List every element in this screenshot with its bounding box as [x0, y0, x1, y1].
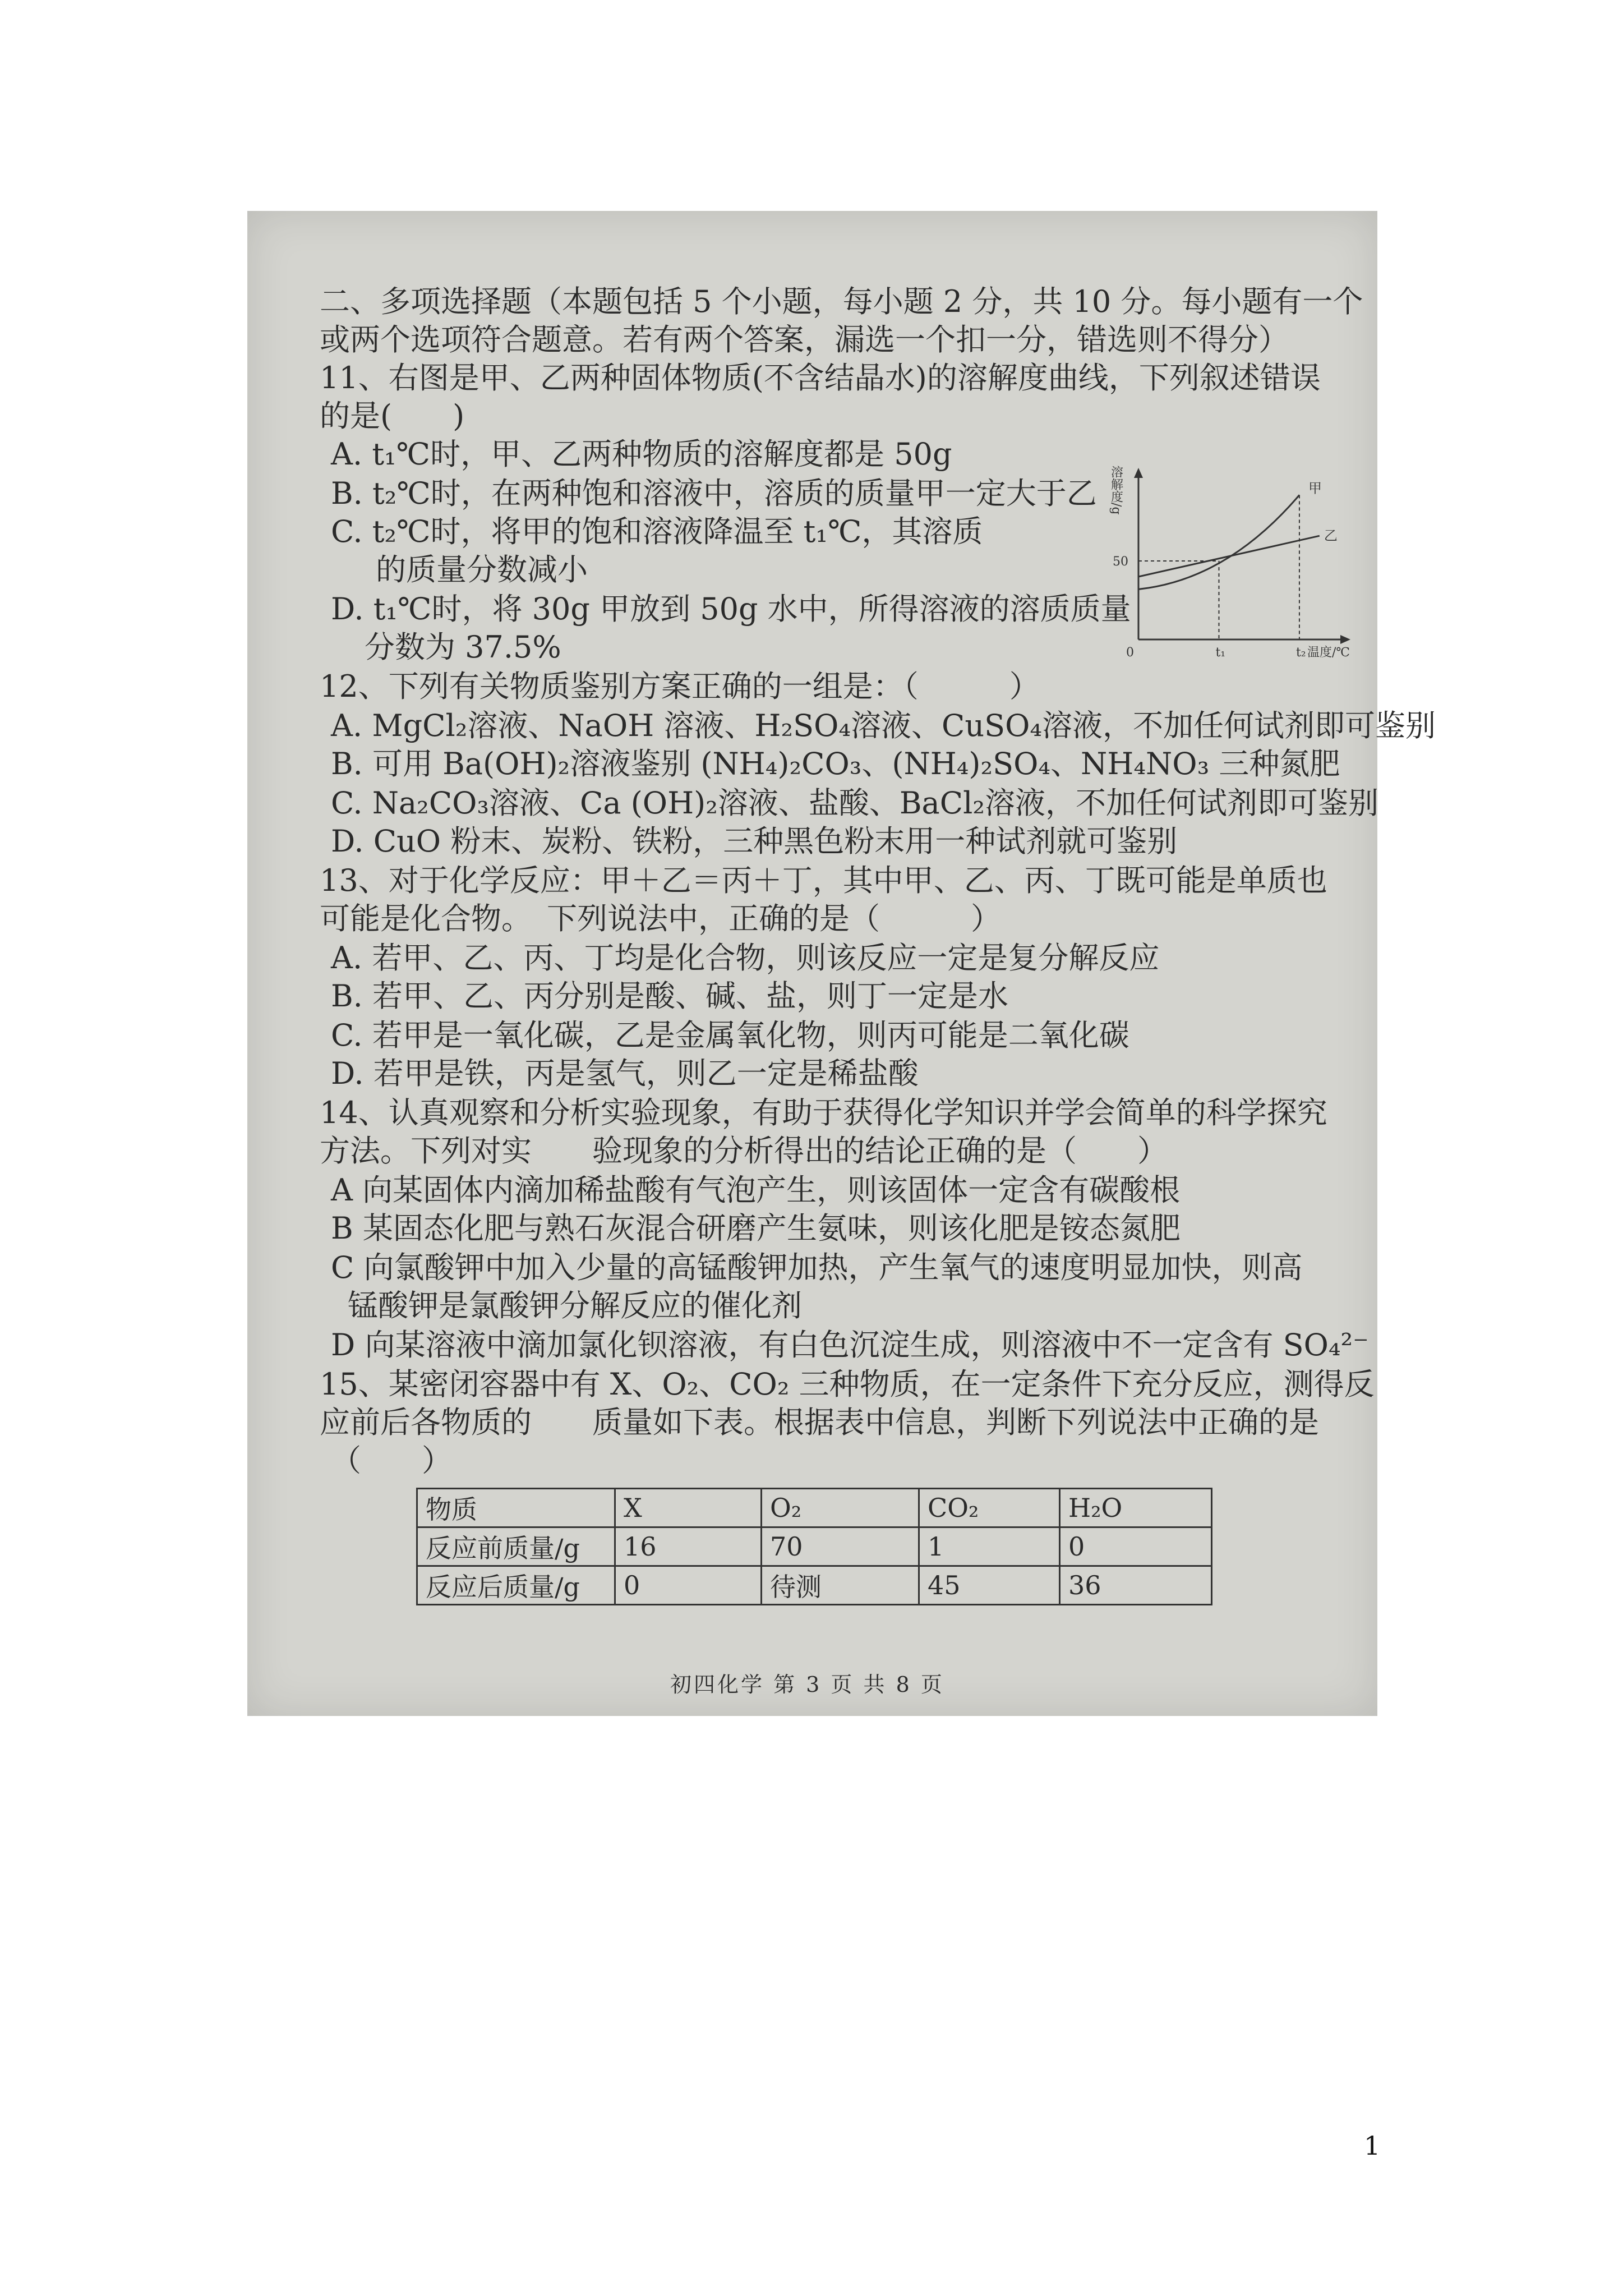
- x-tick-label: 0: [1126, 646, 1134, 660]
- table-cell: 70: [762, 1527, 919, 1566]
- q11-stem-line2: 的是( ): [320, 398, 465, 434]
- series-label: 乙: [1324, 528, 1338, 544]
- mass-table: [416, 1488, 1212, 1605]
- q14-option-b: B 某固态化肥与熟石灰混合研磨产生氨味，则该化肥是铵态氮肥: [331, 1211, 1181, 1246]
- table-cell: 待测: [762, 1566, 919, 1605]
- table-cell: 反应后质量/g: [417, 1566, 615, 1605]
- q15-stem-line2: 应前后各物质的 质量如下表。根据表中信息，判断下列说法中正确的是: [320, 1405, 1319, 1440]
- table-cell: 1: [919, 1527, 1060, 1566]
- q13-stem-line2: 可能是化合物。 下列说法中，正确的是（ ）: [320, 901, 1001, 936]
- q15-stem-line1: 15、某密闭容器中有 X、O₂、CO₂ 三种物质，在一定条件下充分反应，测得反: [320, 1366, 1375, 1402]
- q13-option-a: A. 若甲、乙、丙、丁均是化合物，则该反应一定是复分解反应: [331, 940, 1160, 976]
- q12-option-d: D. CuO 粉末、炭粉、铁粉，三种黑色粉末用一种试剂就可鉴别: [331, 823, 1178, 859]
- q14-stem-line1: 14、认真观察和分析实验现象，有助于获得化学知识并学会简单的科学探究: [320, 1095, 1327, 1130]
- q12-option-a: A. MgCl₂溶液、NaOH 溶液、H₂SO₄溶液、CuSO₄溶液，不加任何试剂即可鉴别: [331, 708, 1436, 743]
- q11-option-d-line1: D. t₁℃时，将 30g 甲放到 50g 水中，所得溶液的溶质质量: [331, 591, 1131, 627]
- solubility-chart: [1105, 460, 1368, 662]
- q13-option-c: C. 若甲是一氧化碳，乙是金属氧化物，则丙可能是二氧化碳: [331, 1018, 1129, 1053]
- q15-stem-line3: （ ）: [331, 1443, 452, 1478]
- table-cell: X: [615, 1489, 762, 1527]
- q14-stem-line2: 方法。下列对实 验现象的分析得出的结论正确的是（ ）: [320, 1133, 1168, 1168]
- section-heading-line1: 二、多项选择题（本题包括 5 个小题，每小题 2 分，共 10 分。每小题有一个: [320, 284, 1363, 319]
- x-tick-label: t₁: [1215, 646, 1226, 660]
- table-cell: CO₂: [919, 1489, 1060, 1527]
- y-tick-label: 50: [1113, 555, 1128, 569]
- page-footer: 初四化学 第 3 页 共 8 页: [670, 1672, 944, 1697]
- q12-stem: 12、下列有关物质鉴别方案正确的一组是：（ ）: [320, 669, 1040, 704]
- q11-option-c-line2: 的质量分数减小: [376, 552, 588, 587]
- x-tick-label: t₂: [1295, 646, 1306, 660]
- table-cell: 0: [615, 1566, 762, 1605]
- q13-option-b: B. 若甲、乙、丙分别是酸、碱、盐，则丁一定是水: [331, 978, 1009, 1014]
- q11-option-a: A. t₁℃时，甲、乙两种物质的溶解度都是 50g: [331, 436, 952, 472]
- q11-option-b: B. t₂℃时，在两种饱和溶液中，溶质的质量甲一定大于乙: [331, 476, 1097, 511]
- table-row: [417, 1527, 1212, 1566]
- q14-option-a: A 向某固体内滴加稀盐酸有气泡产生，则该固体一定含有碳酸根: [331, 1172, 1181, 1208]
- table-cell: O₂: [762, 1489, 919, 1527]
- table-cell: 0: [1060, 1527, 1212, 1566]
- series-line-yi: [1138, 536, 1320, 577]
- q12-option-b: B. 可用 Ba(OH)₂溶液鉴别 (NH₄)₂CO₃、(NH₄)₂SO₄、NH₄NO₃ 三种氮肥: [331, 746, 1340, 781]
- q13-stem-line1: 13、对于化学反应：甲＋乙＝丙＋丁，其中甲、乙、丙、丁既可能是单质也: [320, 863, 1327, 898]
- x-axis-arrow: [1340, 635, 1350, 644]
- table-cell: 36: [1060, 1566, 1212, 1605]
- q14-option-c-line2: 锰酸钾是氯酸钾分解反应的催化剂: [348, 1288, 802, 1323]
- page-number: 1: [1364, 2131, 1381, 2161]
- table-row: [417, 1566, 1212, 1605]
- chart-ylabel: 溶解度/g: [1109, 466, 1123, 515]
- table-cell: 16: [615, 1527, 762, 1566]
- table-cell: 反应前质量/g: [417, 1527, 615, 1566]
- table-cell: 物质: [417, 1489, 615, 1527]
- q12-option-c: C. Na₂CO₃溶液、Ca (OH)₂溶液、盐酸、BaCl₂溶液，不加任何试剂即可鉴别: [331, 785, 1378, 821]
- q14-option-c-line1: C 向氯酸钾中加入少量的高锰酸钾加热，产生氧气的速度明显加快，则高: [331, 1250, 1303, 1285]
- q13-option-d: D. 若甲是铁，丙是氢气，则乙一定是稀盐酸: [331, 1056, 919, 1091]
- section-heading-line2: 或两个选项符合题意。若有两个答案，漏选一个扣一分，错选则不得分）: [320, 322, 1289, 357]
- table-row: [417, 1489, 1212, 1527]
- series-label: 甲: [1308, 480, 1322, 496]
- y-axis-arrow: [1134, 468, 1143, 478]
- table-cell: 45: [919, 1566, 1060, 1605]
- q14-option-d: D 向某溶液中滴加氯化钡溶液，有白色沉淀生成，则溶液中不一定含有 SO₄²⁻: [331, 1327, 1369, 1363]
- x-axis-label: 温度/℃: [1307, 646, 1350, 660]
- q11-option-c-line1: C. t₂℃时，将甲的饱和溶液降温至 t₁℃，其溶质: [331, 514, 983, 549]
- table-cell: H₂O: [1060, 1489, 1212, 1527]
- q11-stem-line1: 11、右图是甲、乙两种固体物质(不含结晶水)的溶解度曲线，下列叙述错误: [320, 360, 1321, 395]
- q11-option-d-line2: 分数为 37.5%: [365, 629, 561, 665]
